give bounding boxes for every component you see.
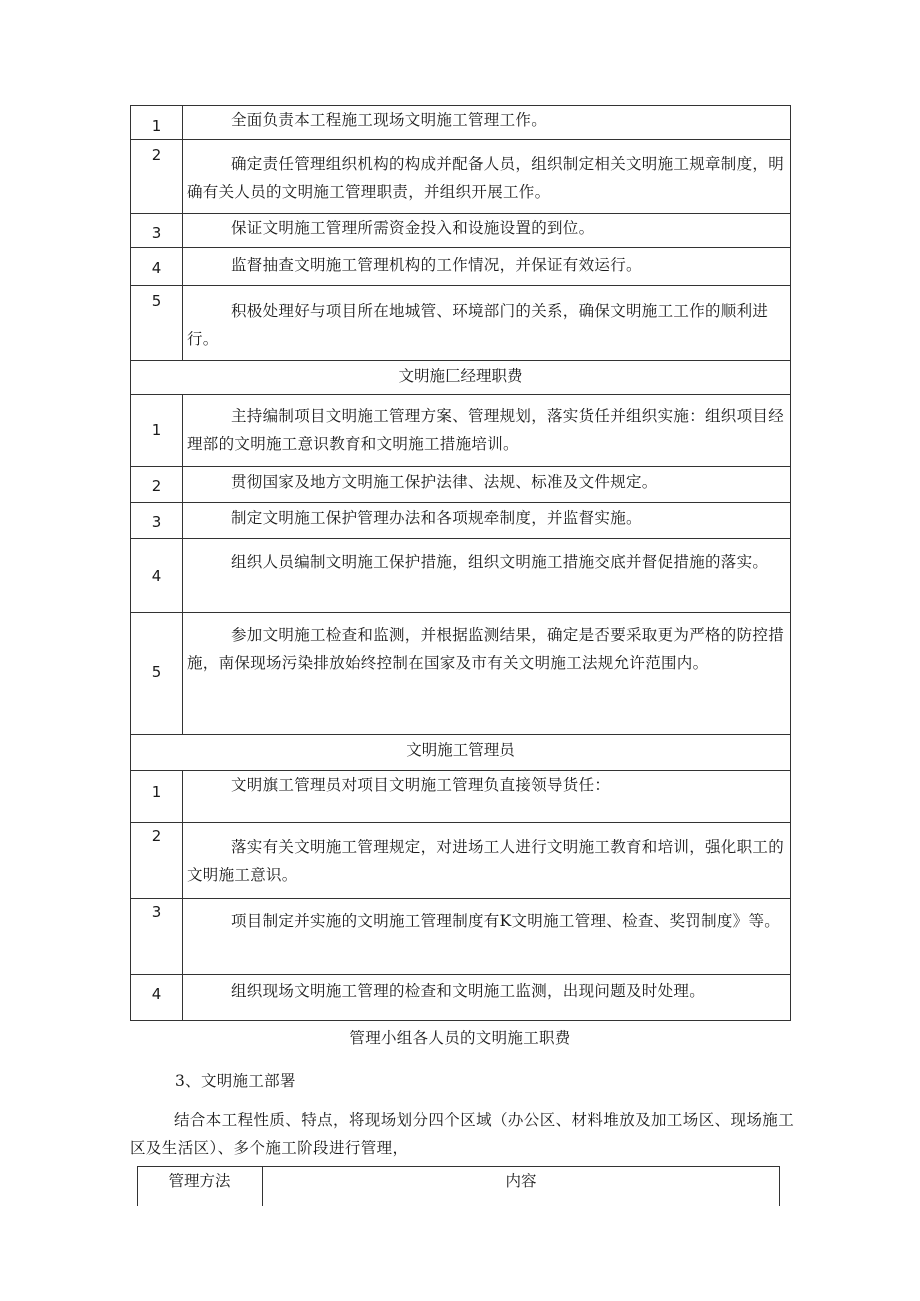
section-title: 3、文明施工部署 xyxy=(175,1072,296,1090)
row-number: 3 xyxy=(151,903,162,921)
row-number: 2 xyxy=(151,477,162,495)
row-number: 4 xyxy=(151,567,162,585)
section-header: 文明施匚经理职费 xyxy=(131,361,791,395)
row-text: 贯彻国家及地方文明施工保护法律、法规、标准及文件规定。 xyxy=(231,473,658,491)
table-row xyxy=(131,286,791,361)
row-text: 主持编制项目文明施工管理方案、管理规划，落实货任并组织实施：组织项目经理部的文明施工意识教育和文明施工措施培训。 xyxy=(187,407,785,453)
row-text: 组织人员编制文明施工保护措施，组织文明施工措施交底并督促措施的落实。 xyxy=(231,553,769,571)
table-row xyxy=(131,899,791,975)
row-text: 监督抽查文明施工管理机构的工作情况，并保证有效运行。 xyxy=(231,256,642,274)
row-number: 1 xyxy=(151,421,162,439)
row-number: 1 xyxy=(151,117,162,135)
table-row xyxy=(131,467,791,503)
table-top-border xyxy=(137,1166,780,1167)
row-number: 3 xyxy=(151,513,162,531)
column-header-content: 内容 xyxy=(505,1172,537,1190)
table-row xyxy=(131,771,791,823)
table-row xyxy=(131,395,791,467)
table-row xyxy=(131,503,791,539)
row-text: 全面负责本工程施工现场文明施工管理工作。 xyxy=(231,111,548,129)
row-number: 3 xyxy=(151,224,162,242)
table-row xyxy=(131,106,791,140)
row-text: 文明旗工管理员对项目文明施工管理负直接领导货任： xyxy=(231,776,611,794)
duty-table xyxy=(130,105,791,1021)
row-text: 落实有关文明施工管理规定，对进场工人进行文明施工教育和培训，强化职工的文明施工意识。 xyxy=(187,838,785,884)
row-number: 5 xyxy=(151,292,162,310)
row-text: 组织现场文明施工管理的检查和文明施工监测，出现问题及时处理。 xyxy=(231,982,706,1000)
section-header: 文明施工管理员 xyxy=(131,735,791,771)
body-paragraph: 结合本工程性质、特点，将现场划分四个区域（办公区、材料堆放及加工场区、现场施工区及生活区）、多个施工阶段进行管理， xyxy=(130,1111,795,1157)
table-row xyxy=(131,361,791,395)
row-text: 积极处理好与项目所在地城管、环境部门的关系，确保文明施工工作的顺利进行。 xyxy=(187,302,769,348)
row-number: 5 xyxy=(151,663,162,681)
row-text: 保证文明施工管理所需资金投入和设施设置的到位。 xyxy=(231,219,595,237)
table-row xyxy=(131,248,791,286)
row-text: 项目制定并实施的文明施工管理制度有K文明施工管理、检查、奖罚制度》等。 xyxy=(231,912,781,930)
column-header-method: 管理方法 xyxy=(168,1172,231,1190)
table-row xyxy=(131,735,791,771)
table-caption: 管理小组各人员的文明施工职费 xyxy=(349,1029,571,1047)
row-text: 参加文明施工检查和监测，并根据监测结果，确定是否要采取更为严格的防控措施，南保现场污染排放始终控制在国家及市有关文明施工法规允许范围内。 xyxy=(187,626,785,672)
row-number: 2 xyxy=(151,146,162,164)
table-row xyxy=(131,613,791,735)
row-number: 4 xyxy=(151,985,162,1003)
table-row xyxy=(131,140,791,214)
table-row xyxy=(131,539,791,613)
table-row xyxy=(131,214,791,248)
method-table xyxy=(137,1166,780,1206)
row-text: 制定文明施工保护管理办法和各项规牵制度，并监督实施。 xyxy=(231,509,642,527)
row-number: 1 xyxy=(151,783,162,801)
table-row xyxy=(131,975,791,1021)
row-number: 2 xyxy=(151,827,162,845)
row-number: 4 xyxy=(151,259,162,277)
table-row xyxy=(131,823,791,899)
row-text: 确定责任管理组织机构的构成并配备人员，组织制定相关文明施工规章制度，明确有关人员的文明施工管理职责，并组织开展工作。 xyxy=(187,155,785,201)
